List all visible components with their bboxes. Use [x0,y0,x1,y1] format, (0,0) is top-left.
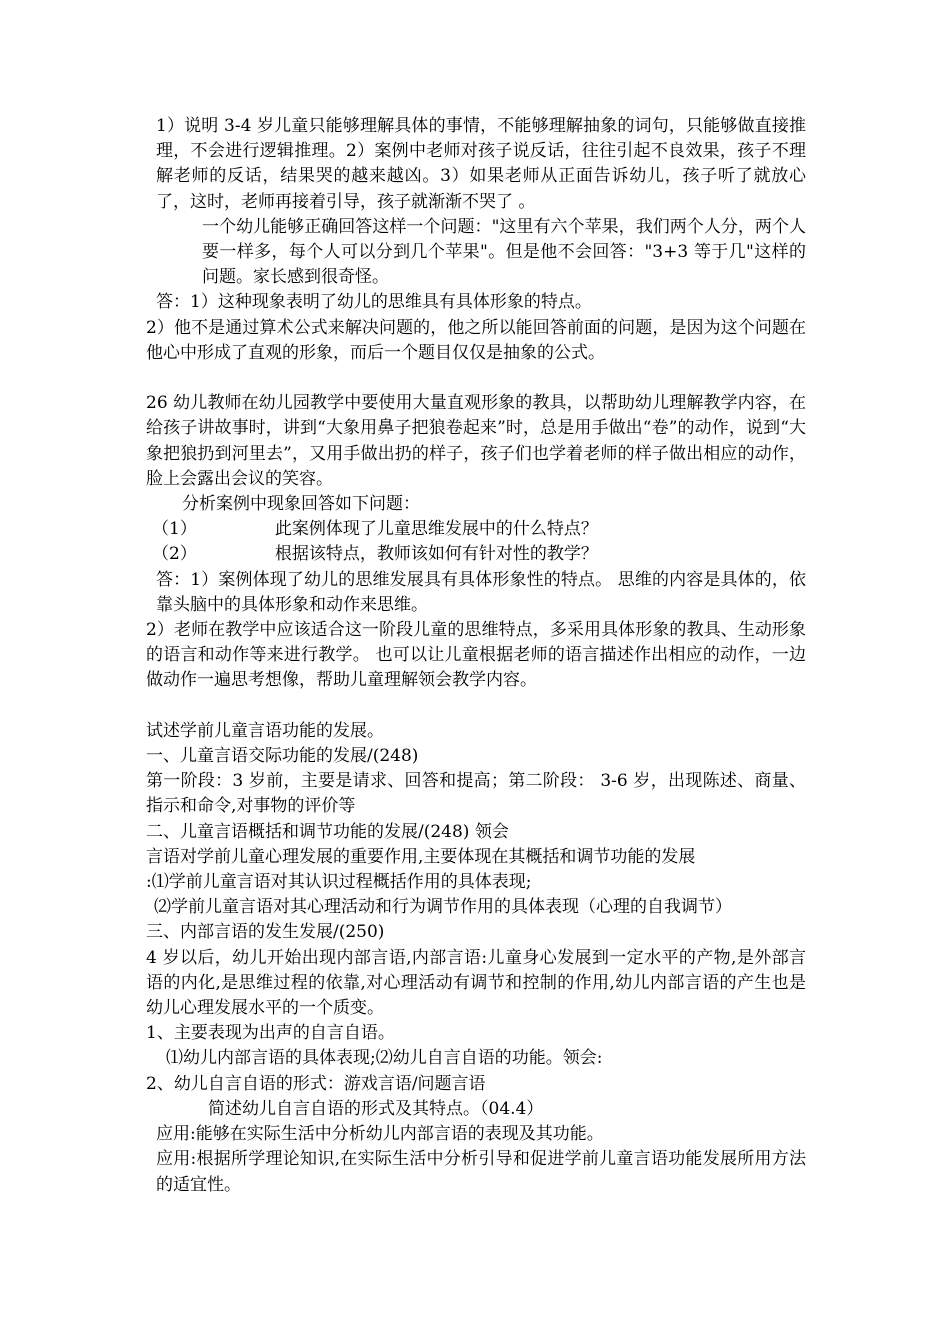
point-2: 2、幼儿自言自语的形式：游戏言语/问题言语 [146,1073,486,1094]
application-1: 应用:能够在实际生活中分析幼儿内部言语的表现及其功能。 [156,1124,604,1145]
heading-1: 一、儿童言语交际功能的发展/(248) [146,746,419,767]
section-title: 试述学前儿童言语功能的发展。 [146,720,384,741]
question-1 [146,517,806,542]
answer-paragraph-1: 1）说明 3-4 岁儿童只能够理解具体的事情，不能够理解抽象的词句，只能够做直接推理，不会进行逻辑推理。2）案例中老师对孩子说反话，往往引起不良效果，孩子不理解老师的反话，结果哭的越来越凶。3）如果老师从正面告诉幼儿，孩子听了就放心了，这时，老师再接着引导，孩子就渐渐不哭了 。 [156,116,806,212]
blank-line [146,694,806,719]
analysis-prompt: 分析案例中现象回答如下问题： [182,494,420,515]
inner-speech-paragraph: 4 岁以后，幼儿开始出现内部言语,内部言语:儿童身心发展到一定水平的产物,是外部言语的内化,是思维过程的依靠,对心理活动有调节和控制的作用,幼儿内部言语的产生也是幼儿心理发展水平的一个质变。 [146,947,806,1019]
question-1-text: 此案例体现了儿童思维发展中的什么特点？ [274,519,598,540]
question-1-number: （1） [152,519,197,540]
answer-line-2: 2）他不是通过算术公式来解决问题的，他之所以能回答前面的问题，是因为这个问题在他心中形成了直观的形象，而后一个题目仅仅是抽象的公式。 [146,317,806,363]
application-2: 应用:根据所学理论知识,在实际生活中分析引导和促进学前儿童言语功能发展所用方法的适宜性。 [156,1149,806,1195]
case-question-apples: 一个幼儿能够正确回答这样一个问题："这里有六个苹果，我们两个人分，两个人要一样多，每个人可以分到几个苹果"。但是他不会回答："3+3 等于几"这样的问题。家长感到很奇怪。 [202,216,806,288]
question-2 [146,542,806,567]
function-description: 言语对学前儿童心理发展的重要作用,主要体现在其概括和调节功能的发展 [146,846,696,867]
function-item-2: ⑵学前儿童言语对其心理活动和行为调节作用的具体表现（心理的自我调节） [154,897,732,918]
answer-line-1: 答：1）这种现象表明了幼儿的思维具有具体形象的特点。 [156,292,592,313]
document-page [146,114,806,1198]
stage-description: 第一阶段：3 岁前，主要是请求、回答和提高；第二阶段： 3-6 岁，出现陈述、商量、指示和命令,对事物的评价等 [146,771,806,817]
heading-3: 三、内部言语的发生发展/(250) [146,922,385,943]
heading-2: 二、儿童言语概括和调节功能的发展/(248) 领会 [146,821,509,842]
case-26-paragraph: 26 幼儿教师在幼儿园教学中要使用大量直观形象的教具，以帮助幼儿理解教学内容，在给孩子讲故事时，讲到“大象用鼻子把狼卷起来”时，总是用手做出“卷”的动作，说到“大象把狼扔到河里去”，又用手做出扔的样子，孩子们也学着老师的样子做出相应的动作，脸上会露出会议的笑容。 [146,393,806,489]
answer-case-26-2: 2）老师在教学中应该适合这一阶段儿童的思维特点，多采用具体形象的教具、生动形象的语言和动作等来进行教学。 也可以让儿童根据老师的语言描述作出相应的动作，一边做动作一遍思考想像，帮助儿童理解领会教学内容。 [146,620,806,691]
answer-case-26-1: 答：1）案例体现了幼儿的思维发展具有具体形象性的特点。 思维的内容是具体的，依靠头脑中的具体形象和动作来思维。 [156,569,806,615]
exam-question: 简述幼儿自言自语的形式及其特点。（04.4） [208,1098,544,1119]
question-2-number: （2） [152,544,197,565]
function-item-1: :⑴学前儿童言语对其认识过程概括作用的具体表现; [146,872,532,893]
blank-line [146,366,806,391]
point-1-details: ⑴幼儿内部言语的具体表现;⑵幼儿自言自语的功能。领会: [166,1048,603,1069]
point-1: 1、主要表现为出声的自言自语。 [146,1023,395,1044]
question-2-text: 根据该特点，教师该如何有针对性的教学？ [274,544,598,565]
